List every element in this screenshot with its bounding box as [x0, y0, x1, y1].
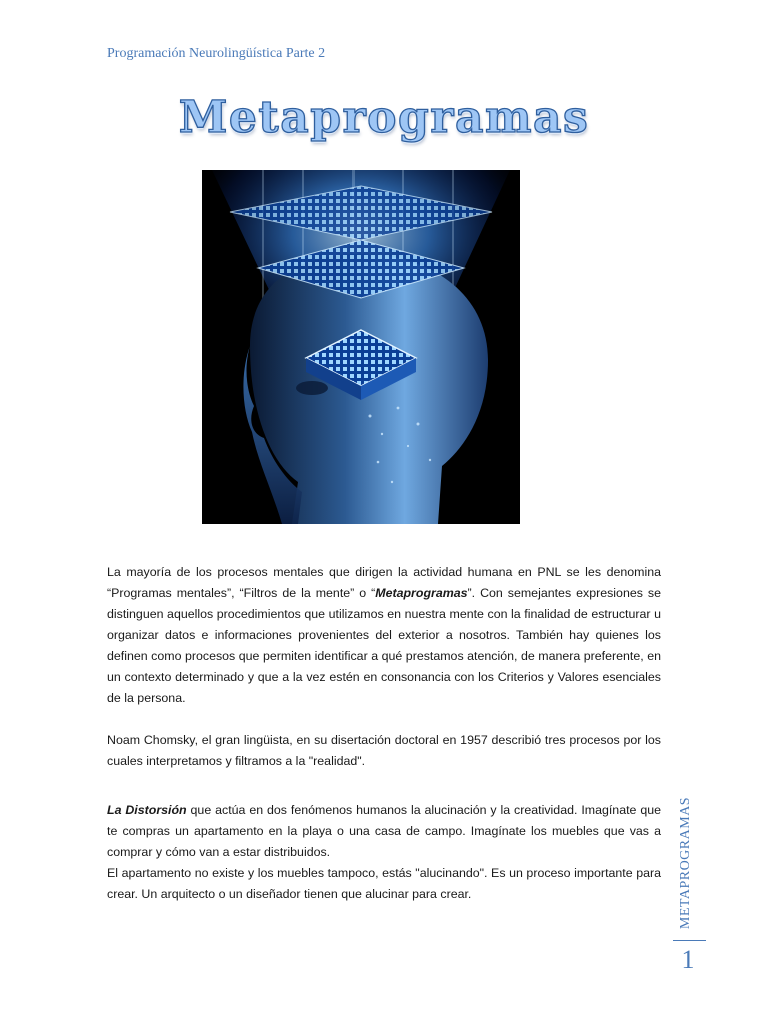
- distorsion-emphasis: La Distorsión: [107, 803, 187, 817]
- paragraph-chomsky-text: Noam Chomsky, el gran lingüista, en su disertación doctoral en 1957 describió tres procesos por los cuales interpretamos y filtramos a la "realidad".: [107, 733, 661, 768]
- page-number-divider: [673, 940, 706, 941]
- paragraph-distorsion-text: que actúa en dos fenómenos humanos la alucinación y la creatividad. Imagínate que te compras un apartamento en la playa o una casa de campo. Imagínate los muebles que vas a comprar y cómo van a estar distribuidos.: [107, 803, 661, 859]
- paragraph-intro-text-start: La mayoría de los procesos mentales que dirigen la actividad humana en PNL se les denomina “Programas mentales”, “Filtros de la mente” o “: [107, 565, 661, 600]
- paragraph-intro-text-end: ”. Con semejantes expresiones se distinguen aquellos procedimientos que utilizamos en nuestra mente con la finalidad de estructurar u organizar datos e informaciones provenientes del exterior a nosotros. También hay quienes los definen como procesos que permiten identificar a qué prestamos atención, de manera preferente, en un contexto determinado y que a la vez estén en consonancia con los Criterios y Valores esenciales de la persona.: [107, 586, 661, 705]
- paragraph-intro: [107, 562, 661, 709]
- metaprogramas-emphasis: Metaprogramas: [375, 586, 468, 600]
- paragraph-apartamento-text: El apartamento no existe y los muebles tampoco, estás "alucinando". Es un proceso importante para crear. Un arquitecto o un diseñador tienen que alucinar para crear.: [107, 866, 661, 901]
- vertical-section-label-text: METAPROGRAMAS: [678, 796, 693, 930]
- paragraph-chomsky: [107, 730, 661, 772]
- paragraph-distorsion: [107, 800, 661, 905]
- hero-image-head-with-data-layers: [202, 170, 520, 524]
- vertical-section-label: [676, 793, 696, 933]
- page-title: Metaprogramas: [178, 92, 590, 143]
- running-header: Programación Neurolingüística Parte 2: [107, 46, 326, 61]
- page-number: 1: [681, 945, 695, 974]
